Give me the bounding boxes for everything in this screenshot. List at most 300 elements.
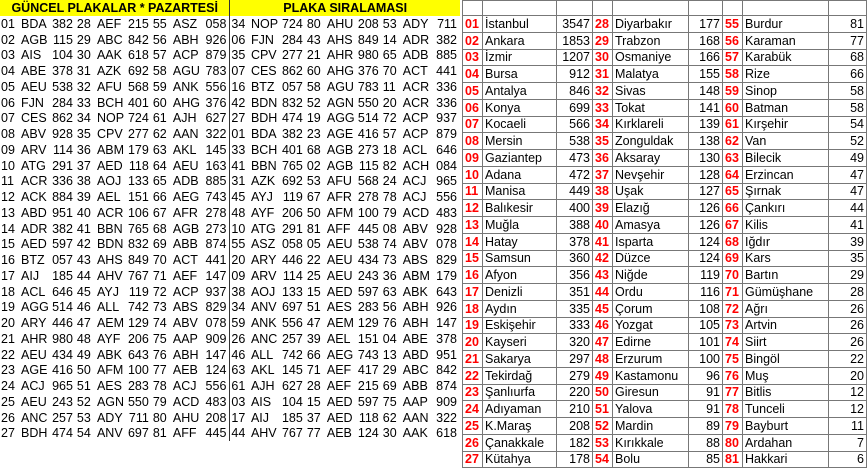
plate-letters: CPV <box>96 127 123 142</box>
plate-letters: ABM <box>402 268 430 283</box>
plate-city-code: 02 <box>1 32 15 47</box>
plate-letters: AGG <box>326 111 355 126</box>
plate-letters: ABH <box>402 300 429 315</box>
plate-city-code: 67 <box>152 205 167 220</box>
plate-city-code: 39 <box>306 331 321 346</box>
plate-letters: ABB <box>172 237 198 252</box>
plate-letters: AEB <box>326 426 352 441</box>
plate-number: 273 <box>205 221 227 236</box>
plate-letters: ACJ <box>402 190 427 205</box>
plate-number: 643 <box>127 347 149 362</box>
city-name: Adana <box>483 166 557 183</box>
plate-row <box>0 221 460 237</box>
plate-count: 54 <box>829 116 867 133</box>
plate-number: 382 <box>52 16 73 31</box>
plate-city-code: 43 <box>306 32 321 47</box>
plate-city-code: 14 <box>1 221 15 236</box>
plate-letters: ADB <box>172 174 199 189</box>
plate-letters: AKL <box>250 363 275 378</box>
plate-count: 88 <box>689 434 723 451</box>
plate-letters: AEG <box>326 347 354 362</box>
plate-city-code: 56 <box>382 300 397 315</box>
city-name: Bilecik <box>743 150 829 167</box>
plate-letters: ABV <box>402 221 428 236</box>
city-name: Manisa <box>483 183 557 200</box>
rank-code: 43 <box>593 267 613 284</box>
plate-count: 356 <box>557 267 593 284</box>
plate-letters: ABV <box>172 316 198 331</box>
plate-count: 47 <box>829 183 867 200</box>
plate-number: 115 <box>52 32 73 47</box>
city-name: Mardin <box>613 418 689 435</box>
city-name: İstanbul <box>483 16 557 33</box>
plate-number: 278 <box>357 190 379 205</box>
plate-city-code: 24 <box>382 174 397 189</box>
plate-letters: AHG <box>172 95 200 110</box>
city-name: Mersin <box>483 133 557 150</box>
plate-number: 951 <box>436 347 457 362</box>
plate-city-code: 48 <box>76 331 91 346</box>
plate-letters: ATG <box>250 221 276 236</box>
plate-letters: AGU <box>172 64 200 79</box>
plate-city-code: 63 <box>230 363 250 379</box>
plate-city-code: 75 <box>152 331 167 346</box>
plate-letters: AZK <box>96 64 122 79</box>
plate-letters: AHU <box>326 16 354 31</box>
plate-city-code: 82 <box>382 158 397 173</box>
rank-code: 03 <box>463 49 483 66</box>
plate-row <box>0 205 460 221</box>
plate-number: 618 <box>127 48 149 63</box>
plate-letters: AHS <box>326 32 353 47</box>
plate-number: 445 <box>357 221 379 236</box>
plate-number: 291 <box>281 221 303 236</box>
plate-number: 829 <box>205 300 227 315</box>
plate-letters: ADR <box>402 32 430 47</box>
rank-code: 52 <box>593 418 613 435</box>
plate-number: 100 <box>357 205 379 220</box>
plate-letters: ACR <box>96 205 124 220</box>
plate-letters: AGB <box>326 158 354 173</box>
plate-count: 155 <box>689 66 723 83</box>
plate-city-code: 80 <box>306 16 321 31</box>
plate-letters: AZK <box>250 174 276 189</box>
rank-code: 32 <box>593 83 613 100</box>
rank-code: 19 <box>463 317 483 334</box>
plate-city-code: 70 <box>382 64 397 79</box>
plate-city-code: 34 <box>230 300 250 316</box>
plate-letters: ACP <box>402 127 429 142</box>
plate-city-code: 46 <box>230 347 250 363</box>
rank-code: 69 <box>723 250 743 267</box>
plate-row <box>0 410 460 426</box>
plate-city-code: 71 <box>306 363 321 378</box>
plate-number: 697 <box>281 300 303 315</box>
rank-code: 09 <box>463 150 483 167</box>
plate-number: 336 <box>436 79 457 94</box>
plate-number: 257 <box>52 410 73 425</box>
city-name: Nevşehir <box>613 166 689 183</box>
city-name: Uşak <box>613 183 689 200</box>
plate-letters: ACJ <box>21 379 45 394</box>
plate-letters: AES <box>96 379 122 394</box>
plate-city-code: 81 <box>306 221 321 236</box>
ranking-row <box>463 217 867 234</box>
city-name: Muş <box>743 367 829 384</box>
plate-letters: AEU <box>326 237 353 252</box>
plate-letters: ADY <box>96 410 123 425</box>
plate-city-code: 78 <box>382 190 397 205</box>
plate-count: 178 <box>557 451 593 468</box>
plate-row <box>0 252 460 268</box>
plate-city-code: 66 <box>152 190 167 205</box>
rank-code: 45 <box>593 300 613 317</box>
plate-count: 116 <box>689 284 723 301</box>
plate-letters: AGB <box>172 221 200 236</box>
plate-number: 284 <box>281 32 303 47</box>
plate-number: 556 <box>281 316 303 331</box>
plate-city-code: 42 <box>230 95 250 111</box>
plate-city-code: 28 <box>76 16 91 31</box>
plate-row <box>0 300 460 316</box>
plate-letters: ACK <box>21 190 47 205</box>
city-name: İzmir <box>483 49 557 66</box>
plate-letters: AAP <box>172 331 198 346</box>
rank-code: 30 <box>593 49 613 66</box>
current-plates-title: GÜNCEL PLAKALAR * PAZARTESİ <box>0 0 230 16</box>
plate-number: 376 <box>205 95 227 110</box>
plate-letters: AEB <box>172 363 198 378</box>
rank-code: 78 <box>723 401 743 418</box>
plate-city-code: 14 <box>382 32 397 47</box>
plate-letters: NOP <box>250 16 279 31</box>
city-name: Kastamonu <box>613 367 689 384</box>
plate-city-code: 70 <box>152 253 167 268</box>
plate-city-code: 52 <box>76 394 91 409</box>
rank-code: 58 <box>723 66 743 83</box>
plate-letters: CPV <box>250 48 277 63</box>
plate-row <box>0 142 460 158</box>
plate-letters: ARY <box>250 253 277 268</box>
plate-city-code: 47 <box>306 316 321 331</box>
plate-city-code: 54 <box>76 426 91 441</box>
plate-city-code: 12 <box>1 190 15 205</box>
plate-number: 767 <box>127 268 149 283</box>
plate-letters: AEL <box>96 190 121 205</box>
city-name: Karabük <box>743 49 829 66</box>
plate-letters: AJH <box>172 111 197 126</box>
plate-count: 20 <box>829 367 867 384</box>
plate-letters: ADB <box>402 48 429 63</box>
plate-number: 441 <box>436 64 457 79</box>
plate-city-code: 50 <box>306 205 321 220</box>
city-name: Hatay <box>483 233 557 250</box>
plate-letters: AEM <box>96 316 125 331</box>
plate-number: 078 <box>205 316 227 331</box>
ranking-row <box>463 183 867 200</box>
plate-number: 692 <box>127 64 149 79</box>
plate-row <box>0 394 460 410</box>
city-name: Kırıkkale <box>613 434 689 451</box>
city-name: Kütahya <box>483 451 557 468</box>
rank-code: 70 <box>723 267 743 284</box>
plate-city-code: 65 <box>382 48 397 63</box>
plate-city-code: 29 <box>76 32 91 47</box>
plate-letters: AED <box>326 410 353 425</box>
plate-city-code: 09 <box>1 142 15 157</box>
plate-letters: FJN <box>21 95 44 110</box>
plate-letters: AED <box>96 158 123 173</box>
plate-number: 783 <box>357 79 379 94</box>
city-name: Bayburt <box>743 418 829 435</box>
rank-code: 13 <box>463 217 483 234</box>
plate-number: 208 <box>357 16 379 31</box>
plate-letters: ACL <box>402 142 428 157</box>
plate-city-code: 08 <box>1 127 15 142</box>
plate-number: 100 <box>127 363 149 378</box>
plate-letters: BBN <box>250 158 277 173</box>
city-name: Batman <box>743 99 829 116</box>
plate-city-code: 38 <box>76 174 91 189</box>
plate-number: 336 <box>436 95 457 110</box>
plate-letters: BTZ <box>250 79 275 94</box>
plate-count: 26 <box>829 334 867 351</box>
plate-count: 400 <box>557 200 593 217</box>
city-name: Edirne <box>613 334 689 351</box>
plate-number: 273 <box>357 142 379 157</box>
plate-number: 124 <box>357 426 379 441</box>
plate-letters: BTZ <box>21 253 45 268</box>
plate-row <box>0 268 460 284</box>
plate-number: 114 <box>52 142 73 157</box>
plate-count: 26 <box>829 317 867 334</box>
plate-number: 382 <box>436 32 457 47</box>
plate-city-code: 23 <box>306 127 321 142</box>
plate-city-code: 08 <box>382 221 397 236</box>
city-name: Elazığ <box>613 200 689 217</box>
city-name: Niğde <box>613 267 689 284</box>
plate-number: 538 <box>52 79 73 94</box>
plate-letters: AEF <box>172 268 198 283</box>
plate-number: 550 <box>357 95 379 110</box>
plate-number: 114 <box>282 268 303 283</box>
plate-letters: ACP <box>172 284 199 299</box>
plate-number: 832 <box>127 237 149 252</box>
rank-code: 20 <box>463 334 483 351</box>
plate-number: 277 <box>127 127 149 142</box>
plate-count: 39 <box>829 233 867 250</box>
plate-city-code: 11 <box>382 79 396 94</box>
plate-number: 185 <box>281 410 303 425</box>
plate-city-code: 19 <box>306 111 321 126</box>
rank-code: 72 <box>723 300 743 317</box>
plate-count: 91 <box>689 401 723 418</box>
plate-letters: CES <box>21 111 47 126</box>
plate-city-code: 34 <box>76 111 91 126</box>
plate-count: 7 <box>829 434 867 451</box>
plate-count: 6 <box>829 451 867 468</box>
plate-row <box>0 48 460 64</box>
plate-letters: AAN <box>172 127 199 142</box>
plate-city-code: 36 <box>76 142 91 157</box>
rank-code: 12 <box>463 200 483 217</box>
rank-code: 54 <box>593 451 613 468</box>
plate-count: 473 <box>557 150 593 167</box>
plate-letters: ACD <box>172 394 200 409</box>
plate-number: 129 <box>357 316 379 331</box>
plate-count: 105 <box>689 317 723 334</box>
plate-number: 550 <box>127 394 149 409</box>
plate-number: 965 <box>436 174 457 189</box>
plate-number: 058 <box>281 237 303 252</box>
plate-letters: ABD <box>21 205 47 220</box>
plate-number: 215 <box>357 379 379 394</box>
plate-number: 119 <box>128 284 149 299</box>
plate-count: 11 <box>829 418 867 435</box>
plate-letters: ABC <box>402 363 429 378</box>
plate-number: 382 <box>281 127 303 142</box>
rank-code: 41 <box>593 233 613 250</box>
plate-letters: ABV <box>21 127 47 142</box>
plate-row <box>0 79 460 95</box>
plate-city-code: 44 <box>230 426 250 442</box>
city-name: Adıyaman <box>483 401 557 418</box>
plate-city-code: 40 <box>76 205 91 220</box>
plate-city-code: 17 <box>1 268 15 283</box>
city-name: Ordu <box>613 284 689 301</box>
plate-letters: AHR <box>326 48 354 63</box>
plate-letters: ACR <box>21 174 48 189</box>
rank-code: 31 <box>593 66 613 83</box>
ranking-header-row <box>463 1 867 16</box>
plate-letters: ASZ <box>250 237 276 252</box>
plate-letters: AED <box>21 237 47 252</box>
ranking-row <box>463 83 867 100</box>
plate-city-code: 59 <box>230 315 250 331</box>
city-name: Kilis <box>743 217 829 234</box>
city-name: Afyon <box>483 267 557 284</box>
city-name: Aksaray <box>613 150 689 167</box>
plate-number: 206 <box>281 205 303 220</box>
plate-letters: ABB <box>402 379 428 394</box>
rank-code: 22 <box>463 367 483 384</box>
rank-code: 06 <box>463 99 483 116</box>
rank-code: 64 <box>723 166 743 183</box>
city-name: Amasya <box>613 217 689 234</box>
plate-number: 145 <box>205 142 227 157</box>
city-name: Kayseri <box>483 334 557 351</box>
plate-number: 124 <box>205 363 227 378</box>
plate-letters: ACP <box>402 111 429 126</box>
plate-city-code: 55 <box>152 16 167 31</box>
plate-letters: AOJ <box>96 174 122 189</box>
plate-letters: AIJ <box>21 268 40 283</box>
plate-city-code: 11 <box>1 174 14 189</box>
plate-number: 879 <box>205 48 227 63</box>
ranking-row <box>463 401 867 418</box>
plate-number: 416 <box>52 363 73 378</box>
plate-letters: ABV <box>402 237 428 252</box>
plate-letters: AEU <box>326 268 353 283</box>
plate-city-code: 34 <box>230 16 250 32</box>
plate-number: 382 <box>52 221 73 236</box>
plate-letters: AHU <box>172 410 200 425</box>
plate-city-code: 53 <box>382 16 397 31</box>
plate-city-code: 37 <box>76 158 91 173</box>
city-name: Trabzon <box>613 32 689 49</box>
city-name: Antalya <box>483 83 557 100</box>
plate-number: 057 <box>281 79 303 94</box>
plate-city-code: 63 <box>382 284 397 299</box>
plate-letters: AAK <box>96 48 122 63</box>
plate-letters: AKL <box>172 142 197 157</box>
plate-row <box>0 331 460 347</box>
plate-letters: ABH <box>172 347 199 362</box>
plate-number: 115 <box>358 158 379 173</box>
plate-city-code: 24 <box>1 379 15 394</box>
plate-city-code: 77 <box>152 363 167 378</box>
plate-number: 767 <box>281 426 303 441</box>
plate-city-code: 44 <box>76 268 91 283</box>
plate-letters: AFF <box>172 426 197 441</box>
plate-city-code: 03 <box>1 48 15 63</box>
rank-code: 26 <box>463 434 483 451</box>
plate-city-code: 64 <box>152 158 167 173</box>
plate-city-code: 22 <box>306 253 321 268</box>
plate-number: 874 <box>436 379 457 394</box>
ranking-row <box>463 49 867 66</box>
plate-letters: BDH <box>250 111 278 126</box>
plate-number: 104 <box>281 394 303 409</box>
plate-letters: AHV <box>250 426 277 441</box>
plate-letters: AAP <box>402 394 428 409</box>
plate-letters: ABH <box>402 316 429 331</box>
plate-count: 1207 <box>557 49 593 66</box>
city-name: Zonguldak <box>613 133 689 150</box>
plate-row <box>0 16 460 32</box>
rank-code: 49 <box>593 367 613 384</box>
plate-letters: AHS <box>96 253 123 268</box>
plate-number: 147 <box>205 347 227 362</box>
plate-number: 556 <box>205 79 227 94</box>
rank-code: 51 <box>593 401 613 418</box>
plate-city-code: 62 <box>382 410 397 425</box>
plate-city-code: 77 <box>306 426 321 441</box>
plate-count: 538 <box>557 133 593 150</box>
plate-city-code: 76 <box>152 347 167 362</box>
plate-count: 182 <box>557 434 593 451</box>
plate-number: 692 <box>281 174 303 189</box>
plate-letters: ACL <box>21 284 46 299</box>
plate-count: 351 <box>557 284 593 301</box>
rank-code: 63 <box>723 150 743 167</box>
rank-code: 28 <box>593 16 613 33</box>
plate-letters: ANV <box>250 300 277 315</box>
plate-number: 401 <box>281 142 303 157</box>
plate-row <box>0 158 460 174</box>
rank-code: 39 <box>593 200 613 217</box>
plate-city-code: 81 <box>152 426 167 441</box>
plate-number: 538 <box>357 237 379 252</box>
rank-code: 18 <box>463 300 483 317</box>
city-name: Giresun <box>613 384 689 401</box>
plate-city-code: 60 <box>306 64 321 79</box>
plate-count: 3547 <box>557 16 593 33</box>
plate-city-code: 01 <box>1 16 15 31</box>
plate-letters: ARV <box>250 268 277 283</box>
rank-code: 60 <box>723 99 743 116</box>
plate-number: 133 <box>127 174 149 189</box>
